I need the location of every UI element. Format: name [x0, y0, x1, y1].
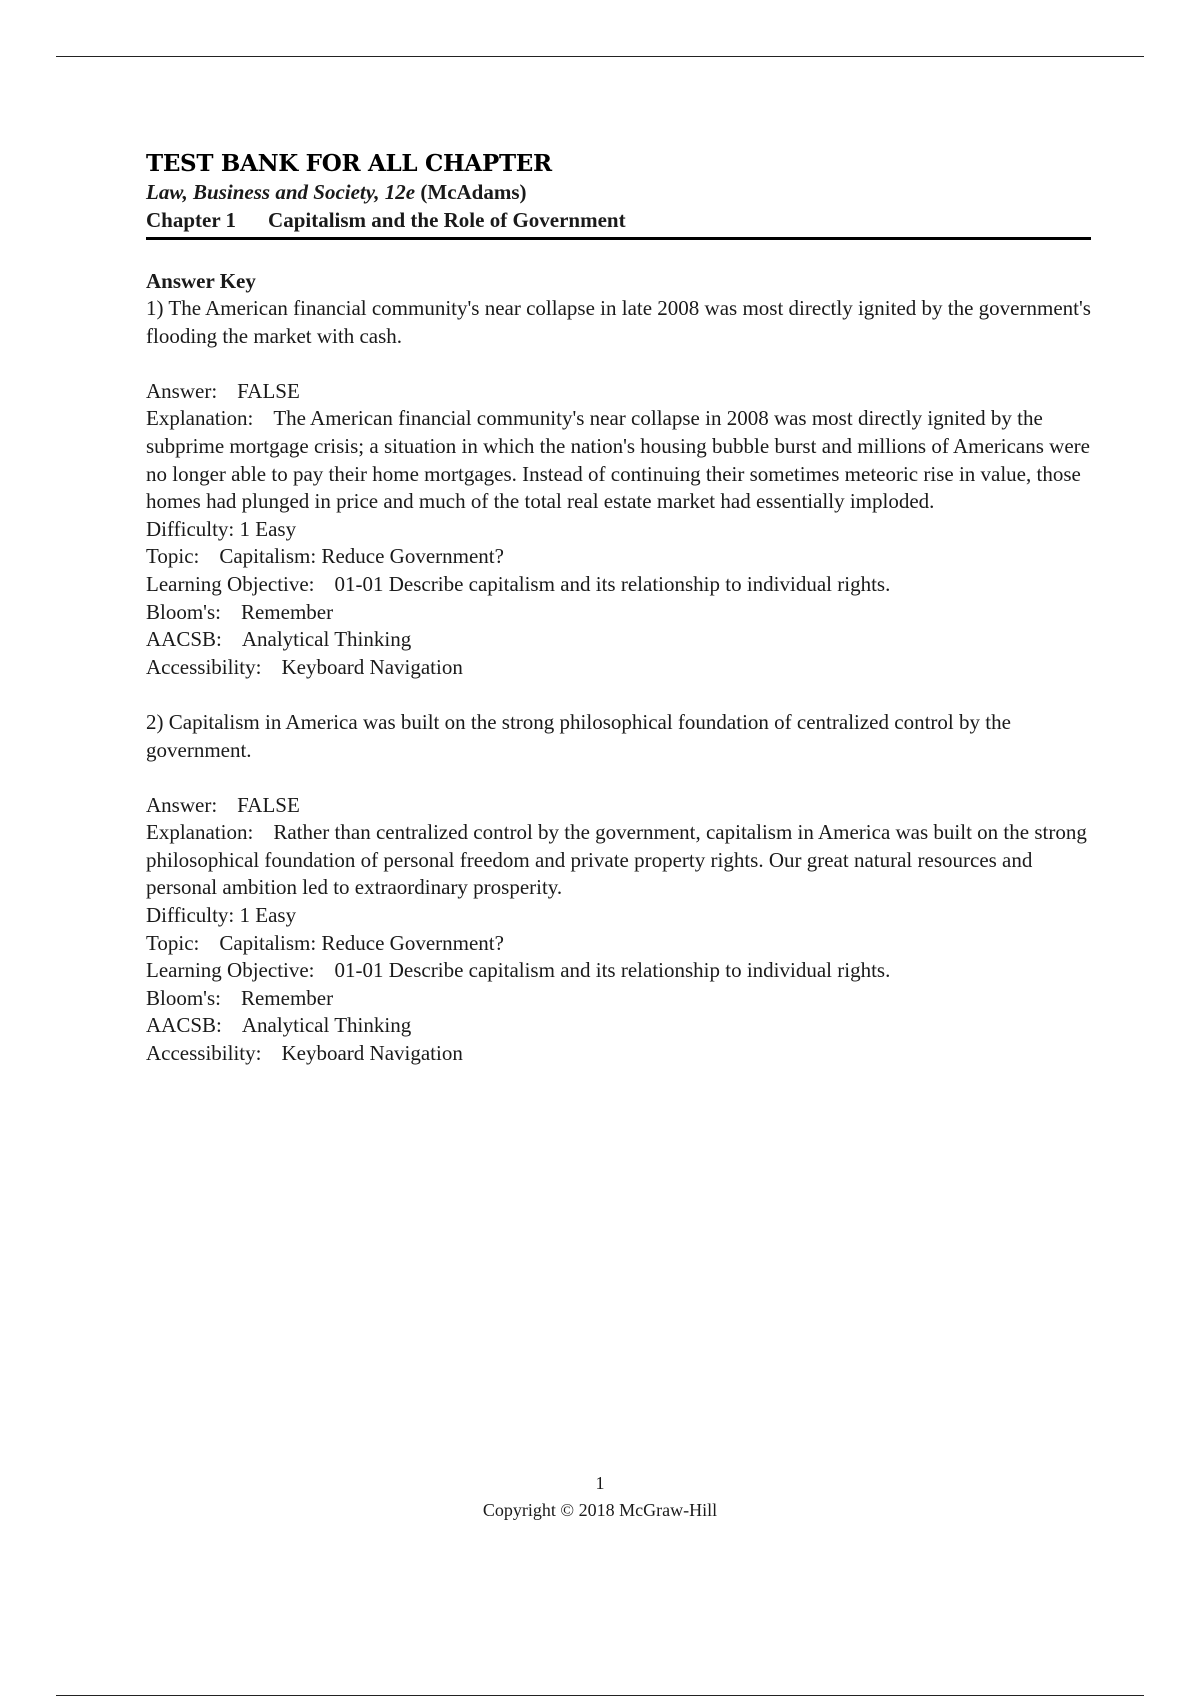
question-text: 1) The American financial community's near collapse in late 2008 was most directly ignited by the government's flooding the market with cash.: [146, 296, 1091, 348]
book-title: Law, Business and Society, 12e: [146, 180, 416, 204]
accessibility: Accessibility: Keyboard Navigation: [146, 654, 463, 679]
learning-objective: Learning Objective: 01-01 Describe capitalism and its relationship to individual rights.: [146, 571, 891, 596]
document-body: [146, 150, 1091, 1068]
chapter-heading: [146, 206, 1091, 240]
question-block: [146, 709, 1091, 1068]
difficulty: Difficulty: 1 Easy: [146, 516, 297, 541]
answer-value: FALSE: [237, 792, 300, 817]
learning-objective: Learning Objective: 01-01 Describe capitalism and its relationship to individual rights.: [146, 958, 891, 983]
blooms: Bloom's: Remember: [146, 599, 334, 624]
bottom-rule: [56, 1695, 1144, 1696]
book-author: (McAdams): [420, 180, 527, 204]
difficulty: Difficulty: 1 Easy: [146, 903, 297, 928]
explanation-text: The American financial community's near collapse in 2008 was most directly ignited by the subprime mortgage crisis; a situation in which the nation's housing bubble burst and millions of Americans were no longer able to pay their home mortgages. Instead of continuing their sometimes meteoric rise in value, those homes had plunged in price and much of the total real estate market had essentially imploded.: [146, 406, 1090, 514]
answer-key-heading: Answer Key: [146, 269, 256, 293]
book-subtitle: [146, 178, 1091, 206]
explanation: Explanation: Rather than centralized control by the government, capitalism in America was built on the strong philosophical foundation of personal freedom and private property rights. Our great natural resources and personal ambition led to extraordinary prosperity.: [146, 820, 1087, 900]
question-text: 2) Capitalism in America was built on the strong philosophical foundation of centralized control by the government.: [146, 709, 1011, 762]
page-number: 1: [595, 1473, 605, 1493]
answer-line: Answer: FALSE: [146, 378, 300, 403]
banner-title: TEST BANK FOR ALL CHAPTER: [146, 150, 552, 177]
explanation: Explanation: The American financial community's near collapse in 2008 was most directly ignited by the subprime mortgage crisis; a situation in which the nation's housing bubble burst and millions of Americans were no longer able to pay their home mortgages. Instead of continuing their sometimes meteoric rise in value, those homes had plunged in price and much of the total real estate market had essentially imploded.: [146, 406, 1090, 514]
answer-value: FALSE: [237, 378, 300, 403]
topic: Topic: Capitalism: Reduce Government?: [146, 930, 504, 955]
accessibility: Accessibility: Keyboard Navigation: [146, 1041, 463, 1066]
copyright: Copyright © 2018 McGraw-Hill: [482, 1500, 718, 1520]
question-block: [146, 295, 1091, 681]
topic: Topic: Capitalism: Reduce Government?: [146, 544, 504, 569]
aacsb: AACSB: Analytical Thinking: [146, 1013, 412, 1038]
explanation-text: Rather than centralized control by the government, capitalism in America was built on the strong philosophical foundation of personal freedom and private property rights. Our great natural resources and personal ambition led to extraordinary prosperity.: [146, 820, 1087, 900]
chapter-label: Chapter 1: [146, 208, 237, 232]
answer-line: Answer: FALSE: [146, 792, 300, 817]
aacsb: AACSB: Analytical Thinking: [146, 627, 412, 652]
blooms: Bloom's: Remember: [146, 985, 334, 1010]
top-rule: [56, 56, 1144, 57]
chapter-title: Capitalism and the Role of Government: [268, 208, 626, 232]
